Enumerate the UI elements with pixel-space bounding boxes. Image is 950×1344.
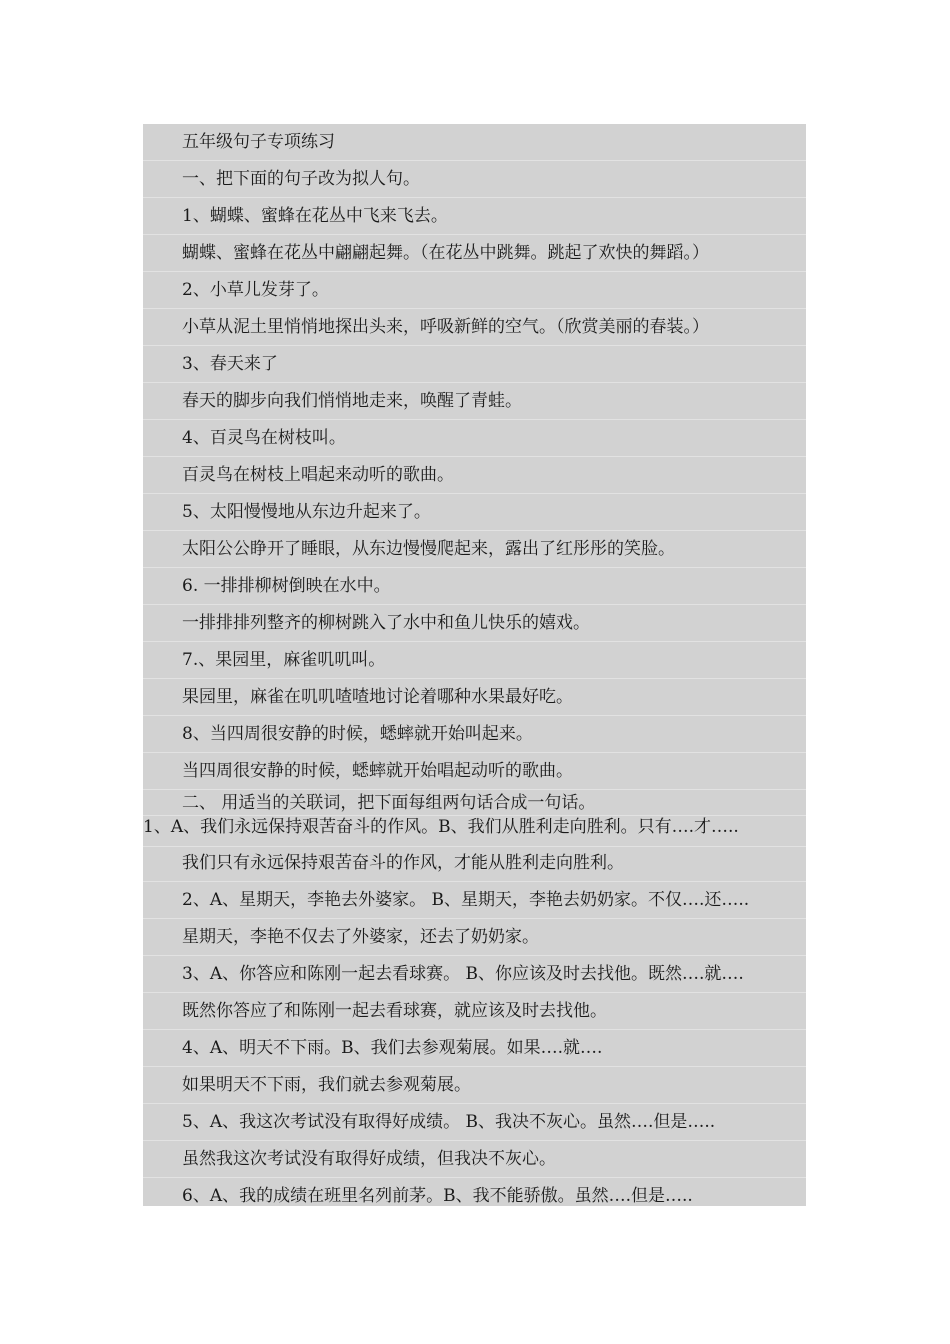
answer-line: 小草从泥土里悄悄地探出头来，呼吸新鲜的空气。（欣赏美丽的春装。） [143, 309, 806, 346]
question-line: 8、当四周很安静的时候，蟋蟀就开始叫起来。 [143, 716, 806, 753]
question-line: 6、A、我的成绩在班里名列前茅。B、我不能骄傲。虽然….但是….. [182, 1186, 693, 1206]
question-line: 3、A、你答应和陈刚一起去看球赛。 B、你应该及时去找他。既然….就…. [143, 956, 806, 993]
question-line: 3、春天来了 [143, 346, 806, 383]
question-line: 5、太阳慢慢地从东边升起来了。 [143, 494, 806, 531]
worksheet [143, 124, 806, 1206]
question-line: 1、蝴蝶、蜜蜂在花丛中飞来飞去。 [143, 198, 806, 235]
section-heading-2: 二、 用适当的关联词，把下面每组两句话合成一句话。 [143, 790, 806, 816]
answer-line: 虽然我这次考试没有取得好成绩，但我决不灰心。 [143, 1141, 806, 1178]
answer-line: 如果明天不下雨，我们就去参观菊展。 [143, 1067, 806, 1104]
answer-line: 春天的脚步向我们悄悄地走来，唤醒了青蛙。 [143, 383, 806, 420]
question-line: 6. 一排排柳树倒映在水中。 [143, 568, 806, 605]
answer-line: 当四周很安静的时候，蟋蟀就开始唱起动听的歌曲。 [143, 753, 806, 790]
answer-line: 太阳公公睁开了睡眼，从东边慢慢爬起来，露出了红彤彤的笑脸。 [143, 531, 806, 568]
question-line: 1、A、我们永远保持艰苦奋斗的作风。B、我们从胜利走向胜利。只有….才….. [143, 813, 806, 847]
answer-line: 果园里，麻雀在叽叽喳喳地讨论着哪种水果最好吃。 [143, 679, 806, 716]
section-heading-1: 一、把下面的句子改为拟人句。 [143, 161, 806, 198]
question-line: 5、A、我这次考试没有取得好成绩。 B、我决不灰心。虽然….但是….. [143, 1104, 806, 1141]
answer-line: 百灵鸟在树枝上唱起来动听的歌曲。 [143, 457, 806, 494]
question-line: 2、小草儿发芽了。 [143, 272, 806, 309]
question-line: 4、百灵鸟在树枝叫。 [143, 420, 806, 457]
answer-line: 一排排排列整齐的柳树跳入了水中和鱼儿快乐的嬉戏。 [143, 605, 806, 642]
answer-line: 既然你答应了和陈刚一起去看球赛，就应该及时去找他。 [143, 993, 806, 1030]
question-line: 4、A、明天不下雨。B、我们去参观菊展。如果….就…. [143, 1030, 806, 1067]
question-line: 2、A、星期天，李艳去外婆家。 B、星期天，李艳去奶奶家。不仅….还….. [143, 882, 806, 919]
answer-line: 蝴蝶、蜜蜂在花丛中翩翩起舞。（在花丛中跳舞。跳起了欢快的舞蹈。） [143, 235, 806, 272]
answer-line: 星期天，李艳不仅去了外婆家，还去了奶奶家。 [143, 919, 806, 956]
page-title: 五年级句子专项练习 [143, 124, 806, 161]
question-line: 7.、果园里，麻雀叽叽叫。 [143, 642, 806, 679]
answer-line: 我们只有永远保持艰苦奋斗的作风，才能从胜利走向胜利。 [143, 845, 806, 882]
